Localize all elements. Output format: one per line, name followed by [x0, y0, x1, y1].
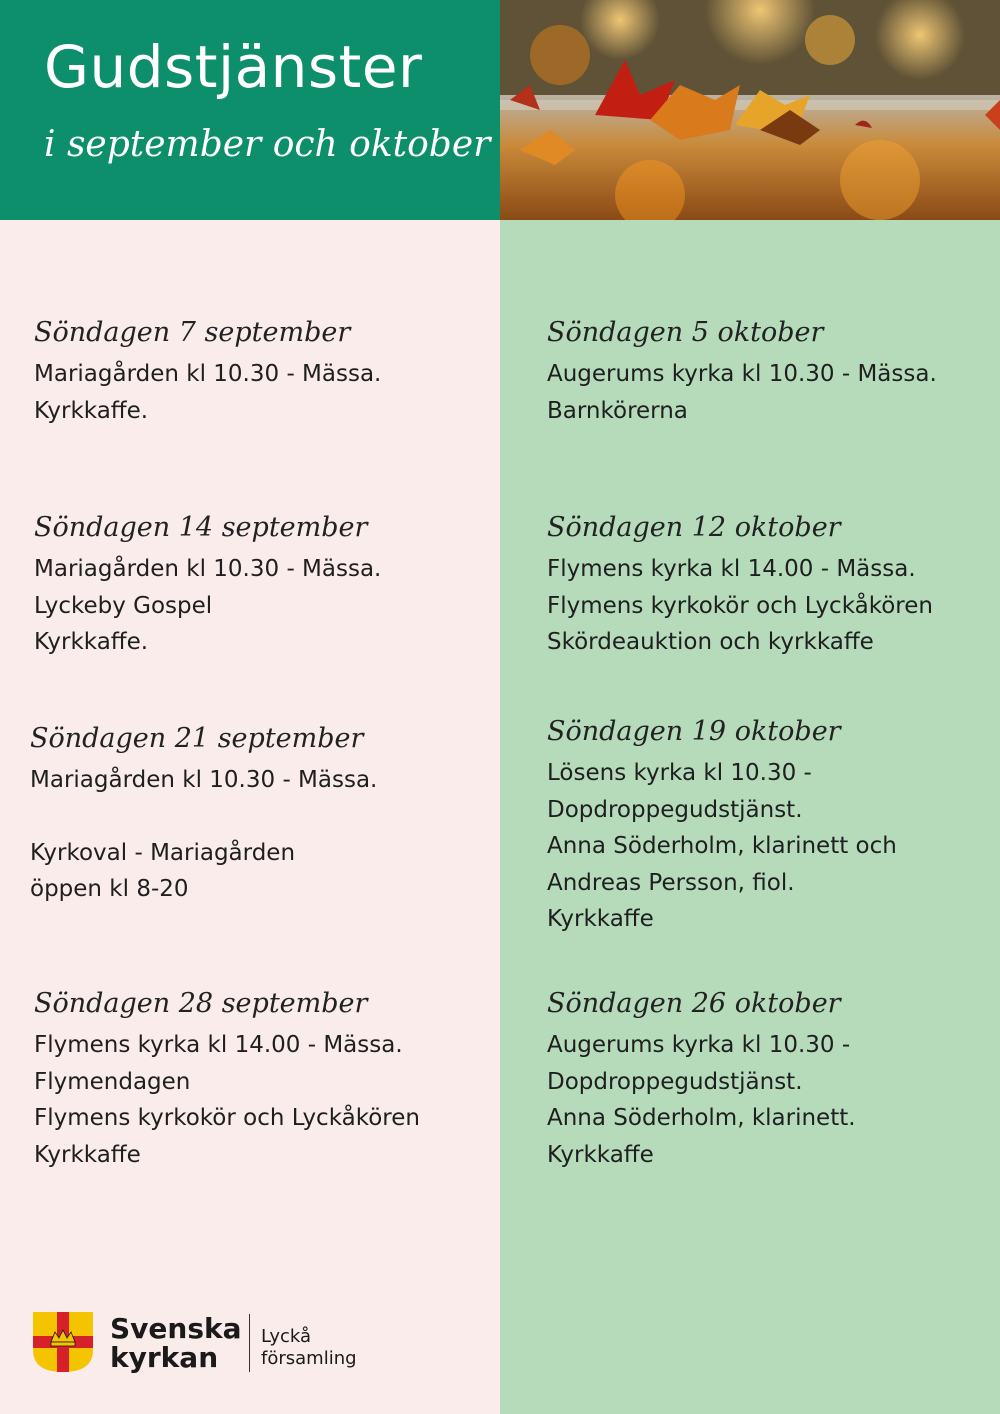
service-date: Söndagen 28 september: [34, 988, 368, 1019]
service-detail: Kyrkkaffe: [34, 1141, 141, 1168]
service-entry-okt-19: [547, 715, 897, 938]
church-election-hours: öppen kl 8-20: [30, 876, 189, 903]
service-detail: Flymens kyrka kl 14.00 - Mässa.: [34, 1032, 403, 1058]
service-entry-okt-5: [547, 316, 937, 429]
service-date: Söndagen 5 oktober: [547, 317, 824, 348]
service-detail: Flymens kyrka kl 14.00 - Mässa.: [547, 556, 916, 582]
service-detail: Kyrkkaffe: [547, 1141, 654, 1168]
svenska-kyrkan-cross-crown-icon: [33, 1312, 93, 1372]
service-detail: Augerums kyrka kl 10.30 - Mässa.: [547, 361, 937, 387]
header-banner: [0, 0, 500, 220]
service-date: Söndagen 12 oktober: [547, 512, 841, 543]
service-detail: Kyrkkaffe: [547, 906, 654, 933]
service-detail: Anna Söderholm, klarinett och: [547, 833, 897, 860]
service-entry-sep-14: [34, 511, 381, 661]
service-detail: Lösens kyrka kl 10.30 -: [547, 760, 812, 786]
service-detail: Kyrkkaffe.: [34, 397, 149, 424]
service-entry-sep-21: [30, 722, 377, 908]
parish-name-line1: Lyckå: [261, 1326, 312, 1347]
service-detail: Anna Söderholm, klarinett.: [547, 1105, 856, 1132]
church-election-info: Kyrkoval - Mariagården: [30, 839, 296, 866]
page-subtitle: i september och oktober: [44, 124, 491, 165]
svenska-kyrkan-logo: [33, 1312, 373, 1376]
service-detail: Augerums kyrka kl 10.30 -: [547, 1032, 851, 1058]
service-detail: Mariagården kl 10.30 - Mässa.: [34, 361, 382, 387]
autumn-leaves-photo: [500, 0, 1000, 220]
service-date: Söndagen 7 september: [34, 317, 351, 348]
service-entry-sep-7: [34, 316, 381, 429]
service-detail: Dopdroppegudstjänst.: [547, 1068, 803, 1095]
logo-wordmark: [110, 1314, 242, 1372]
service-detail: Flymens kyrkokör och Lyckåkören: [547, 592, 933, 619]
service-detail: Dopdroppegudstjänst.: [547, 796, 803, 823]
service-detail: Kyrkkaffe.: [34, 629, 149, 656]
logo-name-line1: Svenska: [110, 1312, 242, 1345]
logo-name-line2: kyrkan: [110, 1341, 219, 1374]
service-detail: Mariagården kl 10.30 - Mässa.: [34, 556, 382, 582]
autumn-leaves-illustration: [500, 0, 1000, 220]
service-entry-okt-26: [547, 987, 856, 1173]
parish-name-line2: församling: [261, 1348, 357, 1369]
service-date: Söndagen 21 september: [30, 723, 364, 754]
service-entry-sep-28: [34, 987, 420, 1173]
page-title: Gudstjänster: [44, 33, 423, 101]
service-date: Söndagen 26 oktober: [547, 988, 841, 1019]
service-detail: Barnkörerna: [547, 397, 688, 424]
service-detail: Flymens kyrkokör och Lyckåkören: [34, 1105, 420, 1132]
service-date: Söndagen 19 oktober: [547, 716, 841, 747]
logo-divider: [249, 1314, 250, 1372]
service-detail: Skördeauktion och kyrkkaffe: [547, 629, 874, 656]
service-detail: Andreas Persson, fiol.: [547, 869, 795, 896]
service-entry-okt-12: [547, 511, 933, 661]
service-detail: Lyckeby Gospel: [34, 592, 213, 619]
service-date: Söndagen 14 september: [34, 512, 368, 543]
service-detail: Flymendagen: [34, 1068, 191, 1095]
service-detail: Mariagården kl 10.30 - Mässa.: [30, 767, 378, 793]
parish-name: [261, 1326, 357, 1370]
